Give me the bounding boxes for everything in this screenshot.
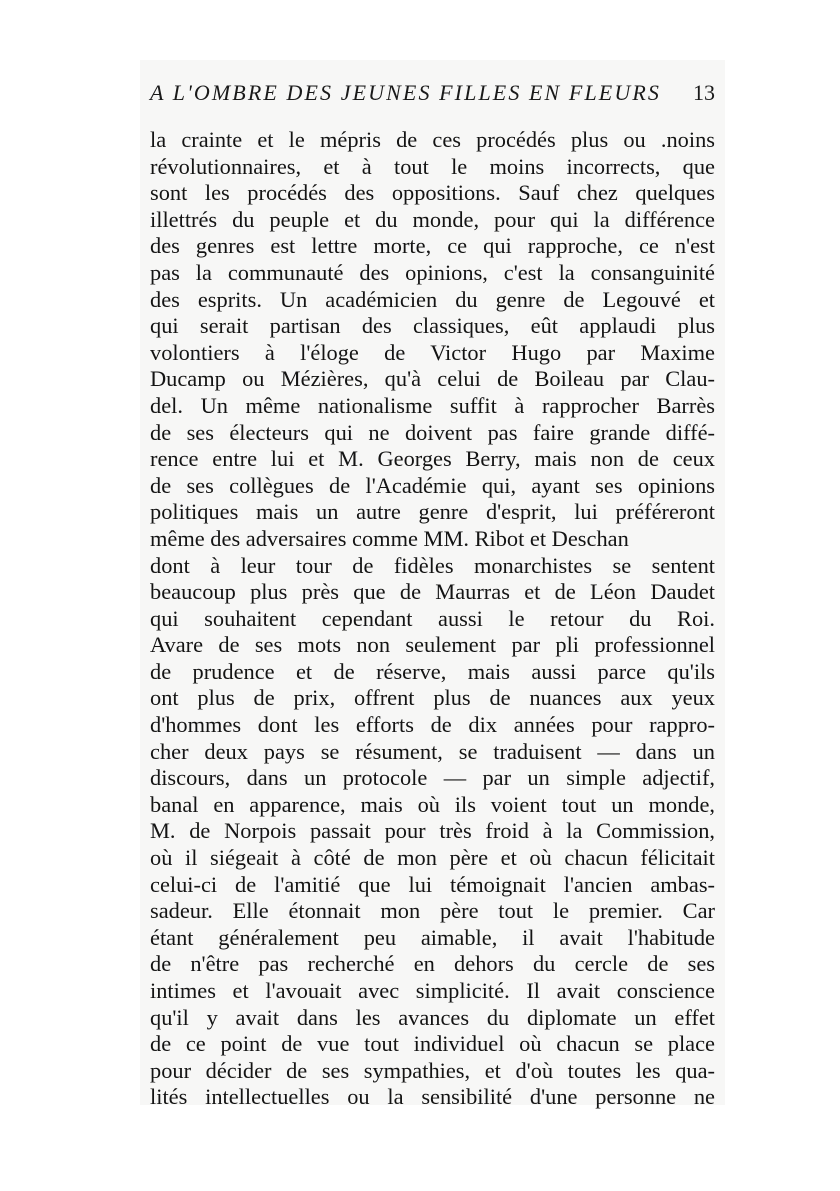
text-line: de ses collègues de l'Académie qui, ayant ses opinions [150, 472, 715, 498]
text-line: volontiers à l'éloge de Victor Hugo par Maxime [150, 339, 715, 365]
text-line: qui serait partisan des classiques, eût applaudi plus [150, 313, 715, 339]
text-line: Ducamp ou Mézières, qu'à celui de Boileau par Clau- [150, 366, 715, 392]
text-line: des esprits. Un académicien du genre de Legouvé et [150, 286, 715, 312]
text-line: pour décider de ses sympathies, et d'où toutes les qua- [150, 1057, 715, 1083]
text-line: M. de Norpois passait pour très froid à la Commission, [150, 818, 715, 844]
text-line: étant généralement peu aimable, il avait l'habitude [150, 924, 715, 950]
text-line: cher deux pays se résument, se traduisent — dans un [150, 738, 715, 764]
text-line: d'hommes dont les efforts de dix années pour rappro- [150, 712, 715, 738]
text-line: intimes et l'avouait avec simplicité. Il avait conscience [150, 978, 715, 1003]
text-line: révolutionnaires, et à tout le moins incorrects, que [150, 153, 715, 179]
text-line: de prudence et de réserve, mais aussi parce qu'ils [150, 658, 715, 684]
page-header [150, 80, 715, 112]
text-line: politiques mais un autre genre d'esprit, lui préféreront [150, 499, 715, 525]
text-line: celui-ci de l'amitié que lui témoignait l'ancien ambas- [150, 871, 715, 897]
text-line: la crainte et le mépris de ces procédés plus ou .noins [150, 127, 715, 152]
text-line: même des adversaires comme MM. Ribot et Deschan [150, 525, 629, 551]
text-line: rence entre lui et M. Georges Berry, mais non de ceux [150, 446, 715, 472]
text-line: dont à leur tour de fidèles monarchistes se sentent [150, 552, 715, 578]
body-text [150, 127, 715, 1111]
text-line: sadeur. Elle étonnait mon père tout le premier. Car [150, 898, 715, 924]
text-line: qu'il y avait dans les avances du diplomate un effet [150, 1004, 715, 1030]
text-line: de ce point de vue tout individuel où chacun se place [150, 1031, 715, 1057]
text-line: où il siégeait à côté de mon père et où chacun félicitait [150, 845, 715, 871]
page-number: 13 [693, 80, 715, 105]
text-line: qui souhaitent cependant aussi le retour du Roi. [150, 605, 715, 631]
text-line: beaucoup plus près que de Maurras et de Léon Daudet [150, 579, 715, 605]
text-line: banal en apparence, mais où ils voient tout un monde, [150, 791, 715, 817]
text-line: discours, dans un protocole — par un simple adjectif, [150, 765, 715, 791]
text-line: Avare de ses mots non seulement par pli professionnel [150, 632, 715, 658]
text-line: des genres est lettre morte, ce qui rapproche, ce n'est [150, 233, 715, 259]
text-line: pas la communauté des opinions, c'est la consanguinité [150, 259, 715, 285]
text-line: de n'être pas recherché en dehors du cercle de ses [150, 951, 715, 977]
text-line: ont plus de prix, offrent plus de nuances aux yeux [150, 685, 715, 711]
text-line: sont les procédés des oppositions. Sauf chez quelques [150, 180, 715, 206]
text-line: illettrés du peuple et du monde, pour qui la différence [150, 206, 715, 232]
text-line: de ses électeurs qui ne doivent pas faire grande diffé- [150, 419, 715, 445]
text-line: lités intellectuelles ou la sensibilité d'une personne ne [150, 1084, 715, 1110]
running-title: A L'OMBRE DES JEUNES FILLES EN FLEURS [150, 80, 661, 105]
text-line: del. Un même nationalisme suffit à rapprocher Barrès [150, 392, 715, 418]
